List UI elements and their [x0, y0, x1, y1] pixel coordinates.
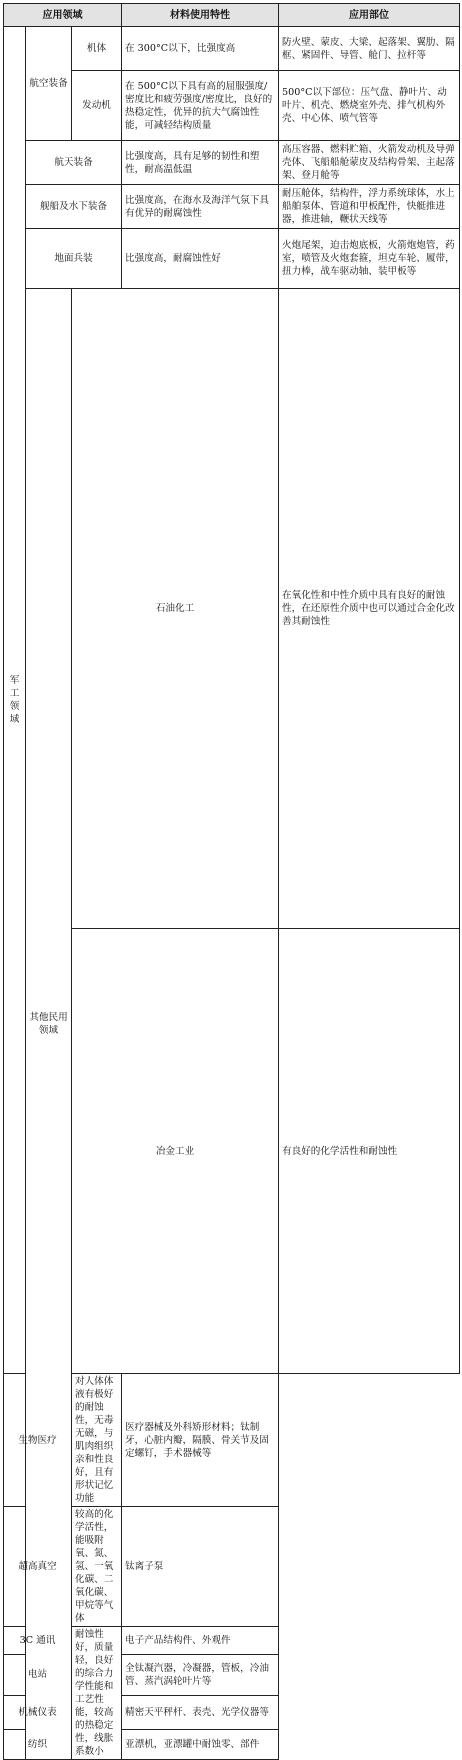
property-shared: 耐蚀性好，质量轻，良好的综合力学性能和工艺性能，较高的热稳定性，线胀系数小	[72, 1627, 122, 1760]
parts-naval: 耐压舱体，结构件，浮力系统球体，水上船舶泵体、管道和甲板配件，快艇推进器，推进轴，鞭状天线等	[279, 185, 460, 229]
parts-airframe: 防火壁、蒙皮、大梁、起落架、翼肋、隔框、紧固件、导管、舱门、拉杆等	[279, 27, 460, 71]
subfield-engine: 发动机	[72, 71, 122, 141]
field-aviation: 航空装备	[26, 27, 72, 141]
parts-ground: 火炮尾架，迫击炮底板，火箭炮炮管，药室，喷管及火炮套箍，坦克车轮、履带，扭力棒，战车驱动轴、装甲板等	[279, 229, 460, 289]
field-naval: 舰船及水下装备	[26, 185, 122, 229]
table-row	[4, 141, 460, 185]
header-application-parts: 应用部位	[279, 4, 460, 27]
table-row	[4, 1507, 460, 1627]
field-instruments: 机械仪表	[4, 1696, 72, 1729]
header-row	[4, 4, 460, 27]
field-metallurgy: 冶金工业	[72, 929, 279, 1374]
property-ground: 比强度高，耐腐蚀性好	[122, 229, 279, 289]
table-row	[4, 1374, 460, 1507]
table-row	[4, 229, 460, 289]
parts-vacuum: 钛离子泵	[122, 1507, 279, 1627]
table-row	[4, 289, 460, 929]
property-naval: 比强度高，在海水及海洋气氛下具有优异的耐腐蚀性	[122, 185, 279, 229]
table-row	[4, 185, 460, 229]
header-application-field: 应用领域	[4, 4, 122, 27]
table-row	[4, 929, 460, 1374]
application-table	[3, 3, 460, 1760]
property-airframe: 在 300°C以下，比强度高	[122, 27, 279, 71]
field-vacuum: 超高真空	[4, 1507, 72, 1627]
parts-textile: 亚漂机，亚漂罐中耐蚀零、部件	[122, 1729, 279, 1759]
field-power: 电站	[4, 1654, 72, 1696]
property-aerospace: 比强度高，具有足够的韧性和塑性，耐高温低温	[122, 141, 279, 185]
table-row	[4, 27, 460, 71]
parts-medical: 医疗器械及外科矫形材料；钛制牙，心脏内瓣，隔膜、骨关节及固定螺钉，手术器械等	[122, 1374, 279, 1507]
field-ground: 地面兵装	[26, 229, 122, 289]
field-electronics: 3C 通讯	[4, 1627, 72, 1655]
property-metallurgy: 有良好的化学活性和耐蚀性	[279, 929, 460, 1374]
field-petrochem: 石油化工	[72, 289, 279, 929]
field-aerospace: 航天装备	[26, 141, 122, 185]
field-textile: 纺织	[4, 1729, 72, 1759]
category-military: 军工领域	[4, 27, 26, 1374]
property-vacuum: 较高的化学活性，能吸附氧、氮、氢、一氧化碳、二氧化碳、甲烷等气体	[72, 1507, 122, 1627]
parts-instruments: 精密天平秤杆、表壳、光学仪器等	[122, 1696, 279, 1729]
property-engine: 在 500°C以下具有高的屈服强度/密度比和疲劳强度/密度比，良好的热稳定性，优异的抗大气腐蚀性能，可减轻结构质量	[122, 71, 279, 141]
subfield-airframe: 机体	[72, 27, 122, 71]
category-civil: 其他民用领域	[26, 289, 72, 1760]
table-row	[4, 1627, 460, 1655]
parts-aerospace: 高压容器、燃料贮箱、火箭发动机及导弹壳体、飞船船舱蒙皮及结构骨架、主起落架、登月舱等	[279, 141, 460, 185]
property-petrochem: 在氧化性和中性介质中具有良好的耐蚀性，在还原性介质中也可以通过合金化改善其耐蚀性	[279, 289, 460, 929]
header-material-property: 材料使用特性	[122, 4, 279, 27]
parts-power: 全钛凝汽器，冷凝器，管板，冷油管、蒸汽涡轮叶片等	[122, 1654, 279, 1696]
table-row	[4, 71, 460, 141]
parts-engine: 500°C以下部位：压气盘、静叶片、动叶片、机壳、燃烧室外壳、排气机构外壳、中心体、喷气管等	[279, 71, 460, 141]
field-medical: 生物医疗	[4, 1374, 72, 1507]
property-medical: 对人体体液有极好的耐蚀性，无毒无磁，与肌肉组织亲和性良好，且有形状记忆功能	[72, 1374, 122, 1507]
parts-electronics: 电子产品结构件、外观件	[122, 1627, 279, 1655]
